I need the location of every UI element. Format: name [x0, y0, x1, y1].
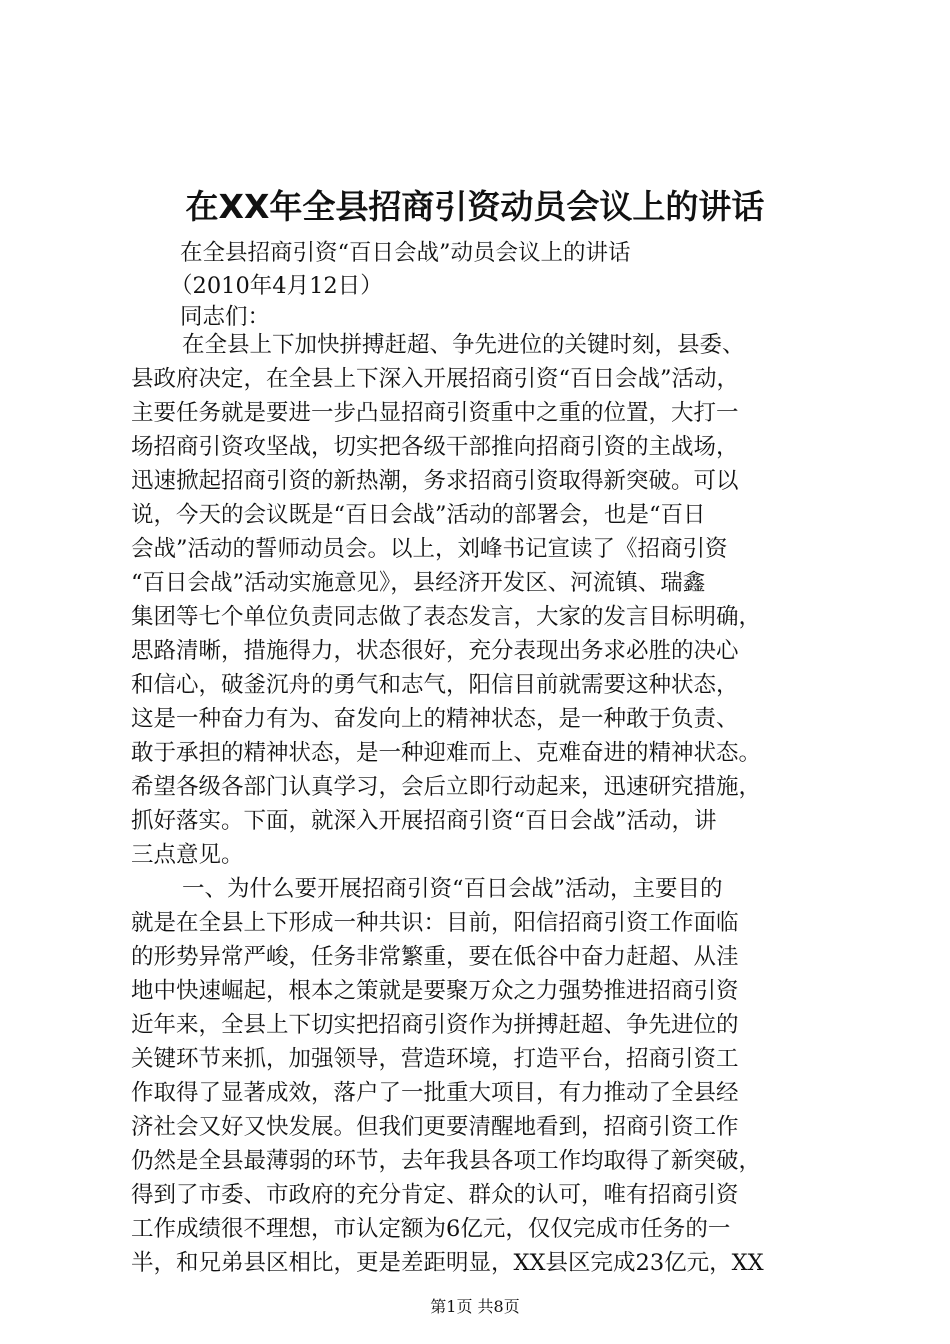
document-date: （2010年4月12日） — [170, 273, 383, 299]
body-line: 会战”活动的誓师动员会。以上，刘峰书记宣读了《招商引资 — [131, 536, 728, 562]
body-line: 关键环节来抓，加强领导，营造环境，打造平台，招商引资工 — [131, 1046, 739, 1072]
body-line: 作取得了显著成效，落户了一批重大项目，有力推动了全县经 — [131, 1080, 739, 1106]
body-line: 场招商引资攻坚战，切实把各级干部推向招商引资的主战场， — [131, 434, 739, 460]
body-line: 得到了市委、市政府的充分肯定、群众的认可，唯有招商引资 — [131, 1182, 739, 1208]
body-line: 思路清晰，措施得力，状态很好，充分表现出务求必胜的决心 — [131, 638, 739, 664]
body-line: 迅速掀起招商引资的新热潮，务求招商引资取得新突破。可以 — [131, 468, 739, 494]
body-line: 抓好落实。下面，就深入开展招商引资“百日会战”活动，讲 — [131, 808, 717, 834]
body-line: 说，今天的会议既是“百日会战”活动的部署会，也是“百日 — [131, 502, 706, 528]
salutation: 同志们： — [180, 304, 271, 330]
body-line: 工作成绩很不理想，市认定额为6亿元，仅仅完成市任务的一 — [131, 1216, 731, 1242]
document-subtitle: 在全县招商引资“百日会战”动员会议上的讲话 — [180, 240, 631, 266]
body-line: 集团等七个单位负责同志做了表态发言，大家的发言目标明确， — [131, 604, 762, 630]
body-line: 敢于承担的精神状态，是一种迎难而上、克难奋进的精神状态。 — [131, 740, 762, 766]
body-line: 三点意见。 — [131, 842, 244, 868]
body-line: 近年来，全县上下切实把招商引资作为拼搏赶超、争先进位的 — [131, 1012, 739, 1038]
body-line: 仍然是全县最薄弱的环节，去年我县各项工作均取得了新突破， — [131, 1148, 762, 1174]
body-line: 主要任务就是要进一步凸显招商引资重中之重的位置，大打一 — [131, 400, 739, 426]
body-line: 一、为什么要开展招商引资“百日会战”活动，主要目的 — [182, 876, 723, 902]
body-line: 希望各级各部门认真学习，会后立即行动起来，迅速研究措施， — [131, 774, 762, 800]
page-footer: 第1页 共8页 — [430, 1297, 520, 1316]
body-line: 济社会又好又快发展。但我们更要清醒地看到，招商引资工作 — [131, 1114, 739, 1140]
body-line: 的形势异常严峻，任务非常繁重，要在低谷中奋力赶超、从洼 — [131, 944, 739, 970]
body-line: 县政府决定，在全县上下深入开展招商引资“百日会战”活动， — [131, 366, 740, 392]
body-line: 就是在全县上下形成一种共识：目前，阳信招商引资工作面临 — [131, 910, 739, 936]
body-line: “百日会战”活动实施意见》，县经济开发区、河流镇、瑞鑫 — [131, 570, 706, 596]
body-line: 半，和兄弟县区相比，更是差距明显，XX县区完成23亿元，XX — [131, 1250, 764, 1276]
body-line: 和信心，破釜沉舟的勇气和志气，阳信目前就需要这种状态， — [131, 672, 739, 698]
body-line: 在全县上下加快拼搏赶超、争先进位的关键时刻，县委、 — [182, 332, 745, 358]
document-title: 在XX年全县招商引资动员会议上的讲话 — [185, 187, 765, 226]
body-line: 地中快速崛起，根本之策就是要聚万众之力强势推进招商引资 — [131, 978, 739, 1004]
body-line: 这是一种奋力有为、奋发向上的精神状态，是一种敢于负责、 — [131, 706, 739, 732]
